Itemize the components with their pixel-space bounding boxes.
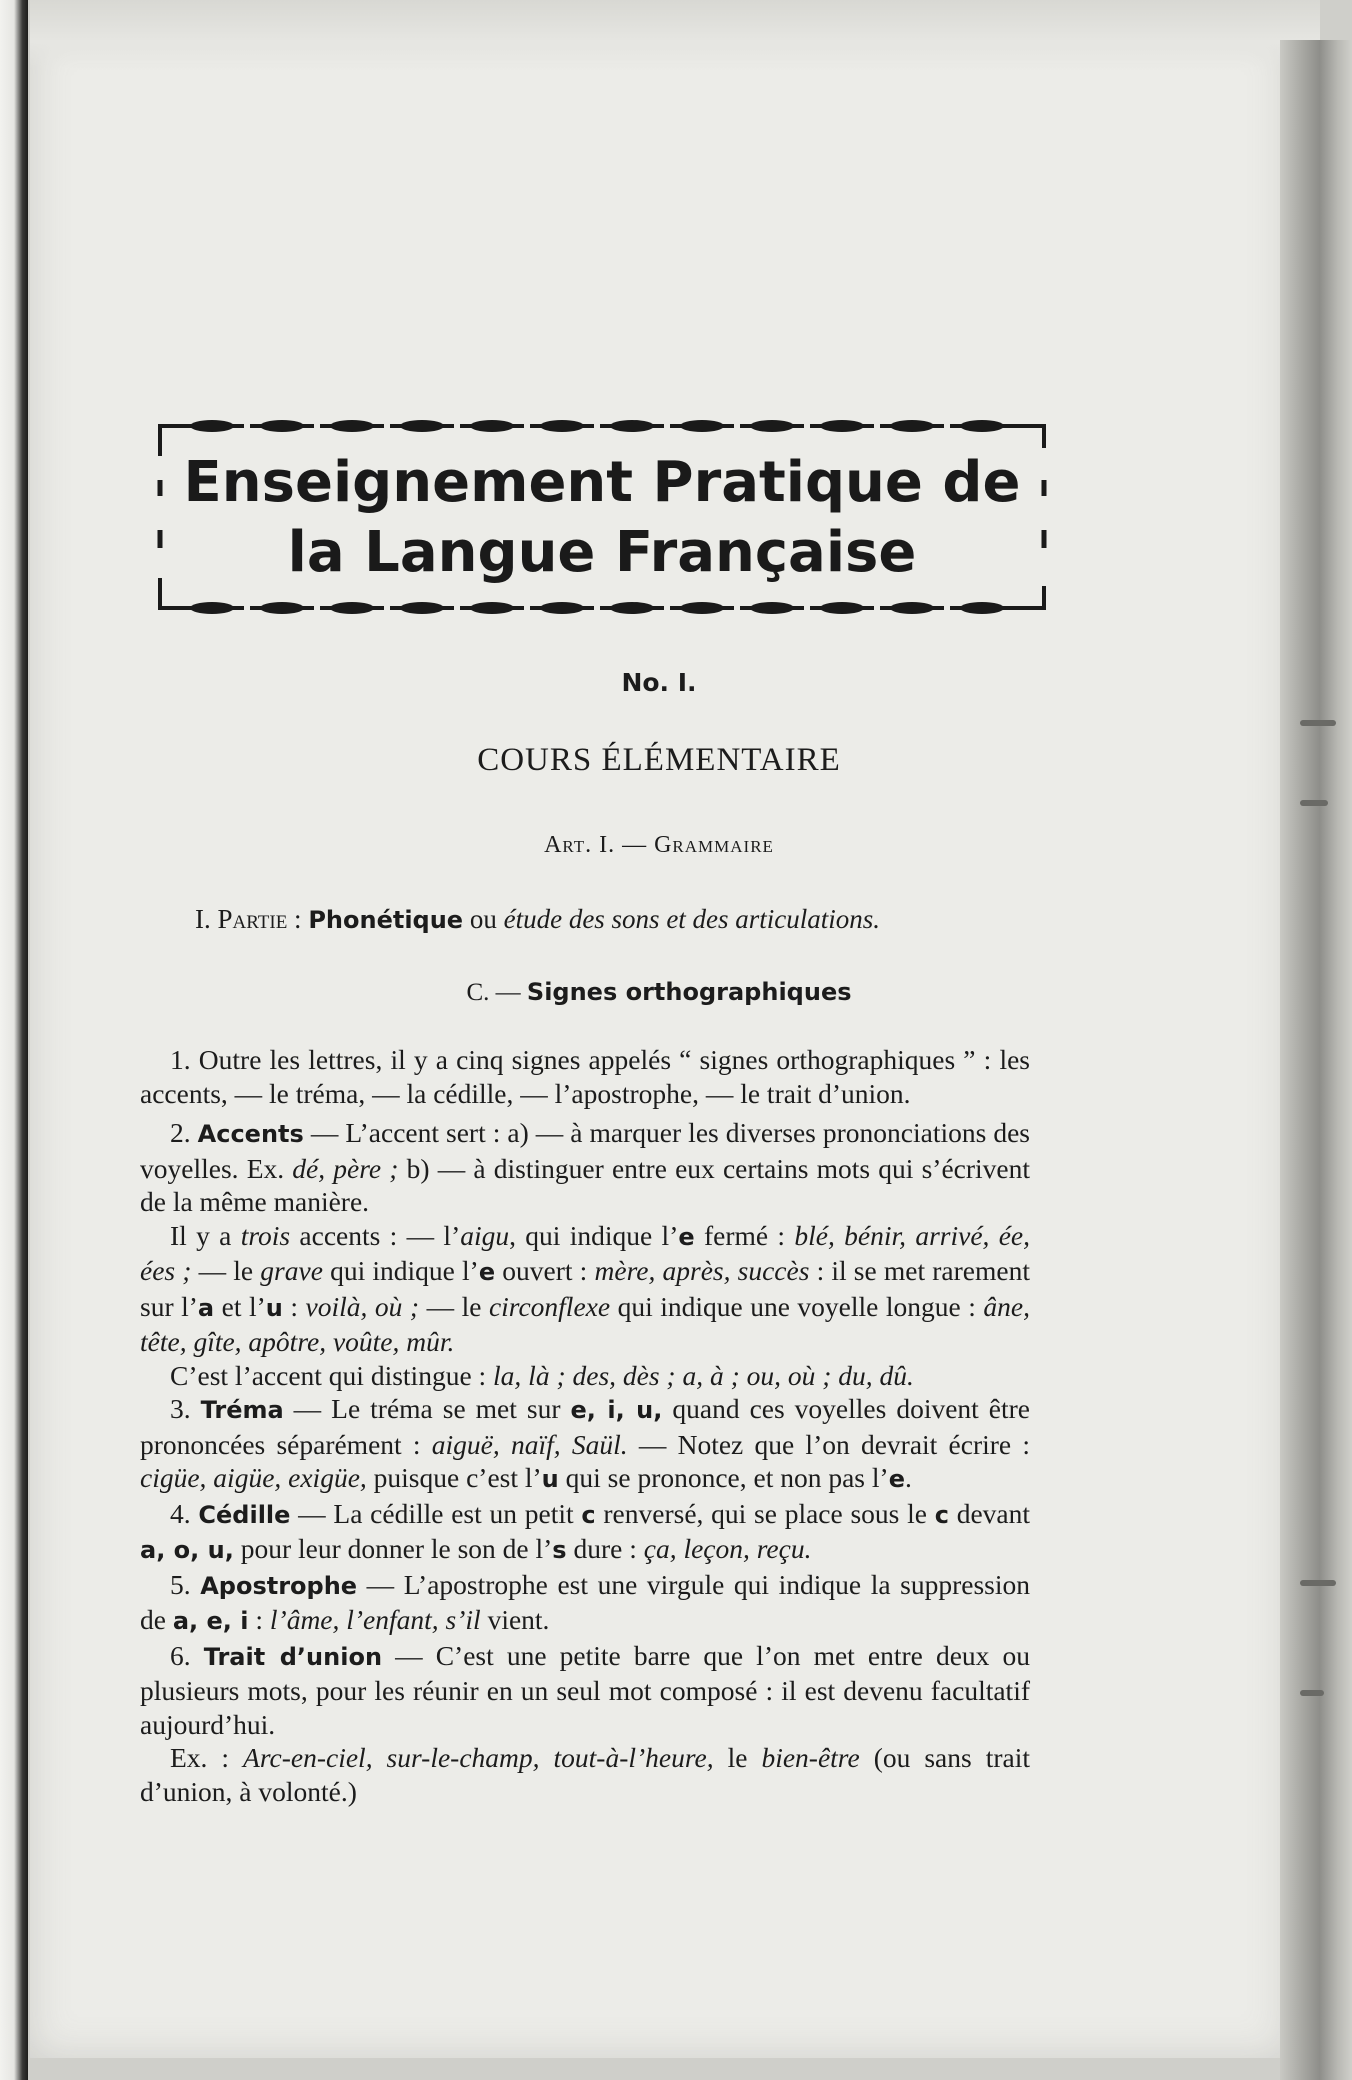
letter: c xyxy=(581,1500,596,1529)
paragraph-text: Outre les lettres, il y a cinq signes appelés “ signes orthographiques ” : les accents, — le tréma, — la cédille, — l’apostrophe, — le trait d’union. xyxy=(140,1044,1030,1109)
course-heading: COURS ÉLÉMENTAIRE xyxy=(477,742,841,778)
paragraph-keyword: Accents xyxy=(197,1120,304,1148)
example-text: Arc-en-ciel, sur-le-champ, tout-à-l’heure, xyxy=(243,1742,714,1773)
text-run: qui indique une voyelle longue : xyxy=(610,1290,984,1322)
letter: a xyxy=(197,1293,215,1322)
paragraph-keyword: Apostrophe xyxy=(200,1571,358,1600)
issue-number: No. I. xyxy=(621,668,697,697)
paragraph-4 xyxy=(140,1359,1030,1393)
text-run: ouvert : xyxy=(495,1255,595,1286)
part-connector: ou xyxy=(463,904,504,934)
example-text: ça, leçon, reçu. xyxy=(643,1533,812,1564)
text-run: devant xyxy=(948,1497,1031,1529)
section-title: Signes orthographiques xyxy=(526,978,852,1006)
text-run: , qui indique l’ xyxy=(509,1219,679,1251)
text-run: qui indique l’ xyxy=(322,1255,479,1286)
example-text: voilà, où ; xyxy=(305,1290,420,1322)
paragraph-number: 2. xyxy=(170,1117,191,1148)
paragraph-number: 6. xyxy=(170,1639,191,1671)
text-run: pour leur donner le son de l’ xyxy=(233,1533,553,1564)
paragraph-keyword: Tréma xyxy=(200,1396,284,1424)
text-run: : xyxy=(282,1290,306,1322)
title-frame xyxy=(152,418,1052,616)
text-run: vient. xyxy=(480,1604,550,1635)
text-run: . xyxy=(904,1462,912,1493)
text-run: puisque c’est l’ xyxy=(366,1462,542,1493)
paragraph-8 xyxy=(140,1639,1030,1742)
text-run: le xyxy=(713,1742,762,1773)
text-run: — L’accent sert : a) — à marquer les diverses prononciations des voyelles. Ex. xyxy=(140,1117,1030,1184)
example-text: grave xyxy=(260,1255,323,1286)
letter: s xyxy=(552,1536,567,1564)
paragraph-number: 5. xyxy=(170,1568,191,1600)
text-run: — Notez que l’on devrait écrire : xyxy=(627,1428,1030,1460)
title-line-2: la Langue Française xyxy=(287,520,917,585)
text-run: — le xyxy=(191,1255,261,1286)
article-heading: Art. I. — Grammaire xyxy=(544,832,774,858)
paragraph-3 xyxy=(140,1219,1030,1359)
text-run: dure : xyxy=(566,1533,644,1564)
text-run: et l’ xyxy=(214,1290,266,1322)
example-text: âne, tête, gîte, apôtre, voûte, mûr. xyxy=(140,1290,1030,1357)
example-text: aiguë, naïf, Saül. xyxy=(431,1428,628,1460)
text-run: renversé, qui se place sous le xyxy=(595,1497,935,1529)
part-detail: étude des sons et des articulations. xyxy=(503,904,881,934)
text-run: — L’apostrophe est une virgule qui indique la suppression de xyxy=(140,1568,1031,1635)
text-run: — le xyxy=(419,1290,489,1322)
letter: e xyxy=(888,1465,905,1493)
paragraph-keyword: Trait d’union xyxy=(203,1642,383,1671)
text-run: — C’est une petite barre que l’on met entre deux ou plusieurs mots, pour les réunir en un seul mot composé : il est devenu facultatif aujourd’hui. xyxy=(140,1639,1030,1740)
letter: e xyxy=(678,1222,695,1251)
page-title xyxy=(152,448,1052,588)
text-run: — Le tréma se met sur xyxy=(283,1393,571,1424)
page-top-shadow xyxy=(30,0,1320,70)
part-heading xyxy=(195,904,1095,935)
paragraph-number: 1. xyxy=(170,1044,191,1075)
paragraph-1 xyxy=(140,1043,1030,1110)
letter: a, o, u, xyxy=(140,1536,234,1564)
text-run: quand ces voyelles doivent être prononcées séparément : xyxy=(140,1393,1031,1460)
paragraph-6 xyxy=(140,1497,1030,1568)
body-text xyxy=(140,1043,1030,1808)
example-text: blé, bénir, arrivé, ée, ées ; xyxy=(140,1219,1031,1286)
text-run: Ex. : xyxy=(170,1742,244,1773)
paragraph-2 xyxy=(140,1116,1030,1219)
page-edge-mark xyxy=(1300,1690,1324,1696)
example-text: mère, après, succès xyxy=(594,1255,810,1286)
example-text: l’âme, l’enfant, s’il xyxy=(269,1604,481,1635)
paragraph-keyword: Cédille xyxy=(198,1500,291,1529)
example-text: la, là ; des, dès ; a, à ; ou, où ; du, dû. xyxy=(493,1359,914,1391)
page-edge-mark xyxy=(1300,800,1328,806)
paragraph-number: 3. xyxy=(170,1393,191,1424)
text-run: C’est l’accent qui distingue : xyxy=(170,1359,494,1391)
paragraph-5 xyxy=(140,1392,1030,1497)
page-edge-mark xyxy=(1300,1580,1336,1586)
example-text: circonflexe xyxy=(488,1290,611,1322)
example-text: trois xyxy=(240,1219,291,1251)
text-run: qui se prononce, et non pas l’ xyxy=(558,1462,889,1493)
letter: e xyxy=(478,1258,496,1286)
text-run: accents : — l’ xyxy=(290,1219,461,1251)
section-heading xyxy=(30,978,1288,1007)
text-run: (ou sans trait d’union, à volonté.) xyxy=(140,1742,1030,1807)
text-run: : il se met rarement sur l’ xyxy=(140,1255,1030,1322)
example-text: aigu xyxy=(460,1219,510,1251)
book-gutter-left xyxy=(0,0,28,2080)
text-run: — La cédille est un petit xyxy=(290,1497,582,1529)
page-stack-edge xyxy=(1280,40,1352,2080)
text-run: Il y a xyxy=(170,1219,241,1251)
section-prefix: C. — xyxy=(466,979,527,1006)
part-topic: Phonétique xyxy=(308,906,464,934)
paragraph-7 xyxy=(140,1568,1030,1639)
letter: c xyxy=(934,1500,949,1529)
example-text: dé, père ; xyxy=(292,1152,399,1184)
letter: e, i, u, xyxy=(570,1396,663,1424)
letter: a, e, i xyxy=(172,1607,249,1635)
example-text: bien-être xyxy=(761,1742,860,1773)
text-run: b) — à distinguer entre eux certains mots qui s’écrivent de la même manière. xyxy=(140,1152,1031,1217)
text-run: : xyxy=(248,1604,270,1635)
text-run: fermé : xyxy=(694,1219,795,1251)
paragraph-number: 4. xyxy=(170,1497,191,1529)
title-line-1: Enseignement Pratique de xyxy=(183,450,1021,515)
letter: u xyxy=(265,1293,283,1322)
page-edge-mark xyxy=(1300,720,1336,726)
paragraph-9 xyxy=(140,1741,1030,1808)
letter: u xyxy=(541,1465,559,1493)
part-prefix: I. Partie : xyxy=(195,904,302,934)
example-text: cigüe, aigüe, exigüe, xyxy=(140,1462,367,1493)
